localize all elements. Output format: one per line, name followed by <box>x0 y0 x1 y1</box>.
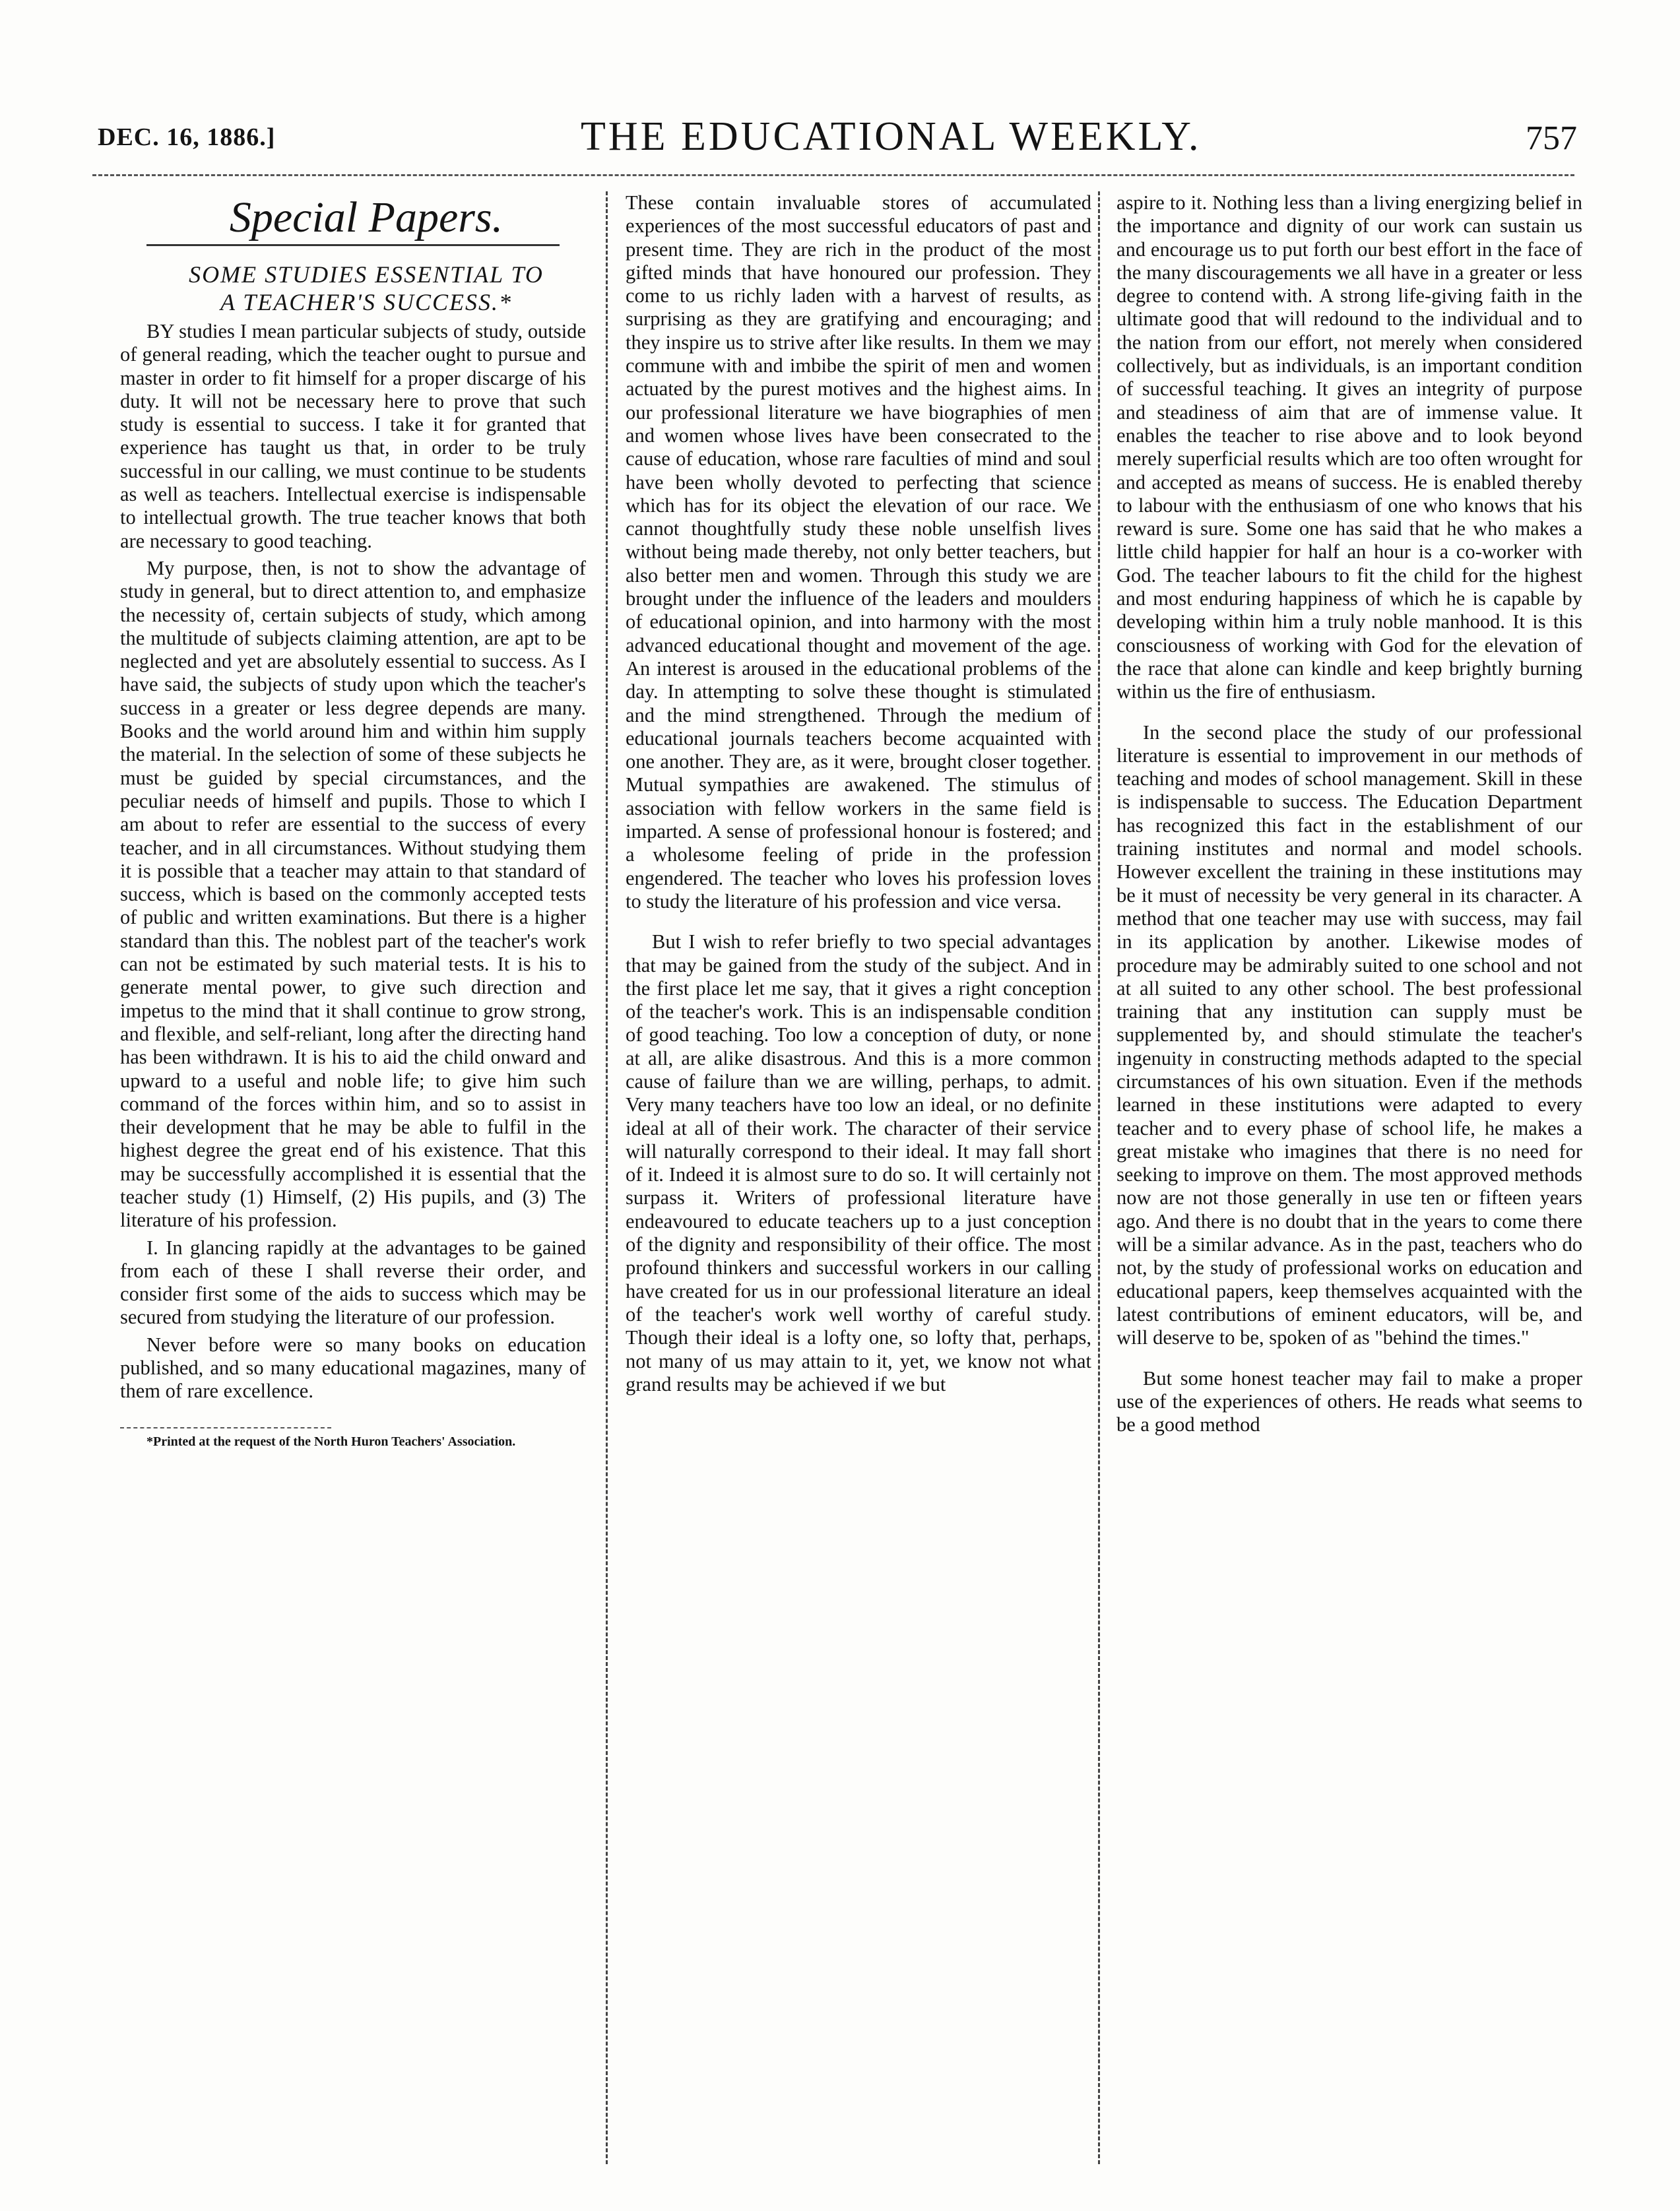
paragraph: My purpose, then, is not to show the advantage of study in general, but to direct attention to, and emphasize the necessity of, certain subjects of study, which among the multitude of subjects claiming attention, are apt to be neglected and yet are absolutely essential to success. As I have said, the subjects of study upon which the teacher's success in a greater or less degree depends are many. Books and the world around him and within him supply the material. In the selection of some of these subjects he must be guided by special circumstances, and the peculiar needs of himself and pupils. Those to which I am about to refer are essential to the success of every teacher, and in all circumstances. Without studying them it is possible that a teacher may attain to that standard of success, which is based on the commonly accepted tests of public and written examinations. But there is a higher standard than this. The noblest part of the teacher's work can not be estimated by such material tests. It is his to generate mental power, to give such direction and impetus to the mind that it shall continue to grow strong, and flexible, and self-reliant, long after the directing hand has been withdrawn. It is his to aid the child onward and upward to a useful and noble life; to give him such command of the forces within him, and so to assist in their development that he may be able to fulfil in the highest degree the great end of his existence. That this may be successfully accomplished it is essential that the teacher study (1) Himself, (2) His pupils, and (3) The literature of his profession. <box>120 556 586 1232</box>
issue-date: DEC. 16, 1886.] <box>98 123 276 151</box>
column-left <box>120 191 586 1450</box>
publication-title: THE EDUCATIONAL WEEKLY. <box>581 114 1202 159</box>
column-middle <box>626 191 1091 1396</box>
footnote: *Printed at the request of the North Huron Teachers' Association. <box>146 1434 516 1449</box>
paragraph: aspire to it. Nothing less than a living energizing belief in the importance and dignity of our work can sustain us and encourage us to put forth our best effort in the face of the many discouragements we all have in a greater or less degree to contend with. A strong life-giving faith in the ultimate good that will redound to the individual and to the nation from our effort, not merely when considered collectively, but as individuals, is an important condition of successful teaching. It gives an integrity of purpose and steadiness of aim that are of immense value. It enables the teacher to rise above and to look beyond merely superficial results which are too often wrought for and accepted as means of success. He is enabled thereby to labour with the enthusiasm of one who knows that his reward is sure. Some one has said that he who makes a little child happier for half an hour is a co-worker with God. The teacher labours to fit the child for the highest and most enduring happiness of which he is capable by developing within him a truly noble manhood. It is this consciousness of working with God for the elevation of the race that alone can kindle and keep brightly burning within us the fire of enthusiasm. <box>1116 191 1582 703</box>
paragraph: But some honest teacher may fail to make a proper use of the experiences of others. He reads what seems to be a good method <box>1116 1366 1582 1436</box>
page-number: 757 <box>1526 119 1577 157</box>
section-title: Special Papers. <box>229 193 503 241</box>
column-divider-1 <box>606 191 608 2164</box>
column-right <box>1116 191 1582 1436</box>
paragraph: I. In glancing rapidly at the advantages to be gained from each of these I shall reverse their order, and consider first some of the aids to success which may be secured from studying the literature of our profession. <box>120 1236 586 1329</box>
article-title <box>120 261 586 316</box>
footnote-rule <box>120 1427 331 1428</box>
article-title-line-1: SOME STUDIES ESSENTIAL TO <box>189 261 544 288</box>
header-rule <box>92 174 1574 176</box>
article-title-line-2: A TEACHER'S SUCCESS.* <box>220 289 513 315</box>
paragraph: BY studies I mean particular subjects of study, outside of general reading, which the teacher ought to pursue and master in order to fit himself for a proper discarge of his duty. It will not be necessary here to prove that such study is essential to success. I take it for granted that experience has taught us that, in order to be truly successful in our calling, we must continue to be students as well as teachers. Intellectual exercise is indispensable to intellectual growth. The true teacher knows that both are necessary to good teaching. <box>120 320 586 552</box>
paragraph: These contain invaluable stores of accumulated experiences of the most successful educators of past and present time. They are rich in the product of the most gifted minds that have honoured our profession. They come to us richly laden with a harvest of results, as surprising as they are gratifying and encouraging; and they inspire us to strive after like results. In them we may commune with and imbibe the spirit of men and women actuated by the purest motives and the highest aims. In our professional literature we have biographies of men and women whose lives have been consecrated to the cause of education, whose rare faculties of mind and soul have been wholly devoted to perfecting that science which has for its object the elevation of our race. We cannot thoughtfully study these noble unselfish lives without being made thereby, not only better teachers, but also better men and women. Through this study we are brought under the influence of the leaders and moulders of educational opinion, and into harmony with the most advanced educational thought and movement of the age. An interest is aroused in the educational problems of the day. In attempting to solve these thought is stimulated and the mind strengthened. Through the medium of educational journals teachers become acquainted with one another. They are, as it were, brought closer together. Mutual sympathies are awakened. The stimulus of association with fellow workers in the same field is imparted. A sense of professional honour is fostered; and a wholesome feeling of pride in the profession engendered. The teacher who loves his profession loves to study the literature of his profession and vice versa. <box>626 191 1091 913</box>
section-rule <box>146 244 560 246</box>
paragraph: But I wish to refer briefly to two special advantages that may be gained from the study of the subject. And in the first place let me say, that it gives a right conception of the teacher's work. This is an indispensable condition of good teaching. Too low a conception of duty, or none at all, are alike disastrous. And this is a more common cause of failure than we are willing, perhaps, to admit. Very many teachers have too low an ideal, or no definite ideal at all of their work. The character of their service will naturally correspond to their ideal. It may fall short of it. Indeed it is almost sure to do so. It will certainly not surpass it. Writers of professional literature have endeavoured to educate teachers up to a just conception of the dignity and responsibility of their office. The most profound thinkers and successful workers in our calling have created for us in our professional literature an ideal of the teacher's work well worthy of careful study. Though their ideal is a lofty one, so lofty that, perhaps, not many of us may attain to it, yet, we know not what grand results may be achieved if we but <box>626 930 1091 1395</box>
paragraph: In the second place the study of our professional literature is essential to improvement in our methods of teaching and modes of school management. Skill in these is indispensable to success. The Education Department has recognized this fact in the establishment of our training institutes and normal and model schools. However excellent the training in these institutions may be it must of necessity be very general in its character. A method that one teacher may use with success, may fail in its application by another. Likewise modes of procedure may be admirably suited to one school and not at all suited to any other school. The best professional training that any institution can supply must be supplemented by, and should stimulate the teacher's ingenuity in constructing methods adapted to the special circumstances of his own situation. Even if the methods learned in these institutions were adapted to every teacher and to every phase of school life, he makes a great mistake who imagines that there is no need for seeking to improve on them. The most approved methods now are not those generally in use ten or fifteen years ago. And there is no doubt that in the years to come there will be a similar advance. As in the past, teachers who do not, by the study of professional works on education and educational papers, keep themselves acquainted with the latest contributions of eminent educators, will be, and will deserve to be, spoken of as "behind the times." <box>1116 721 1582 1349</box>
column-divider-2 <box>1098 191 1100 2164</box>
paragraph: Never before were so many books on education published, and so many educational magazines, many of them of rare excellence. <box>120 1333 586 1403</box>
